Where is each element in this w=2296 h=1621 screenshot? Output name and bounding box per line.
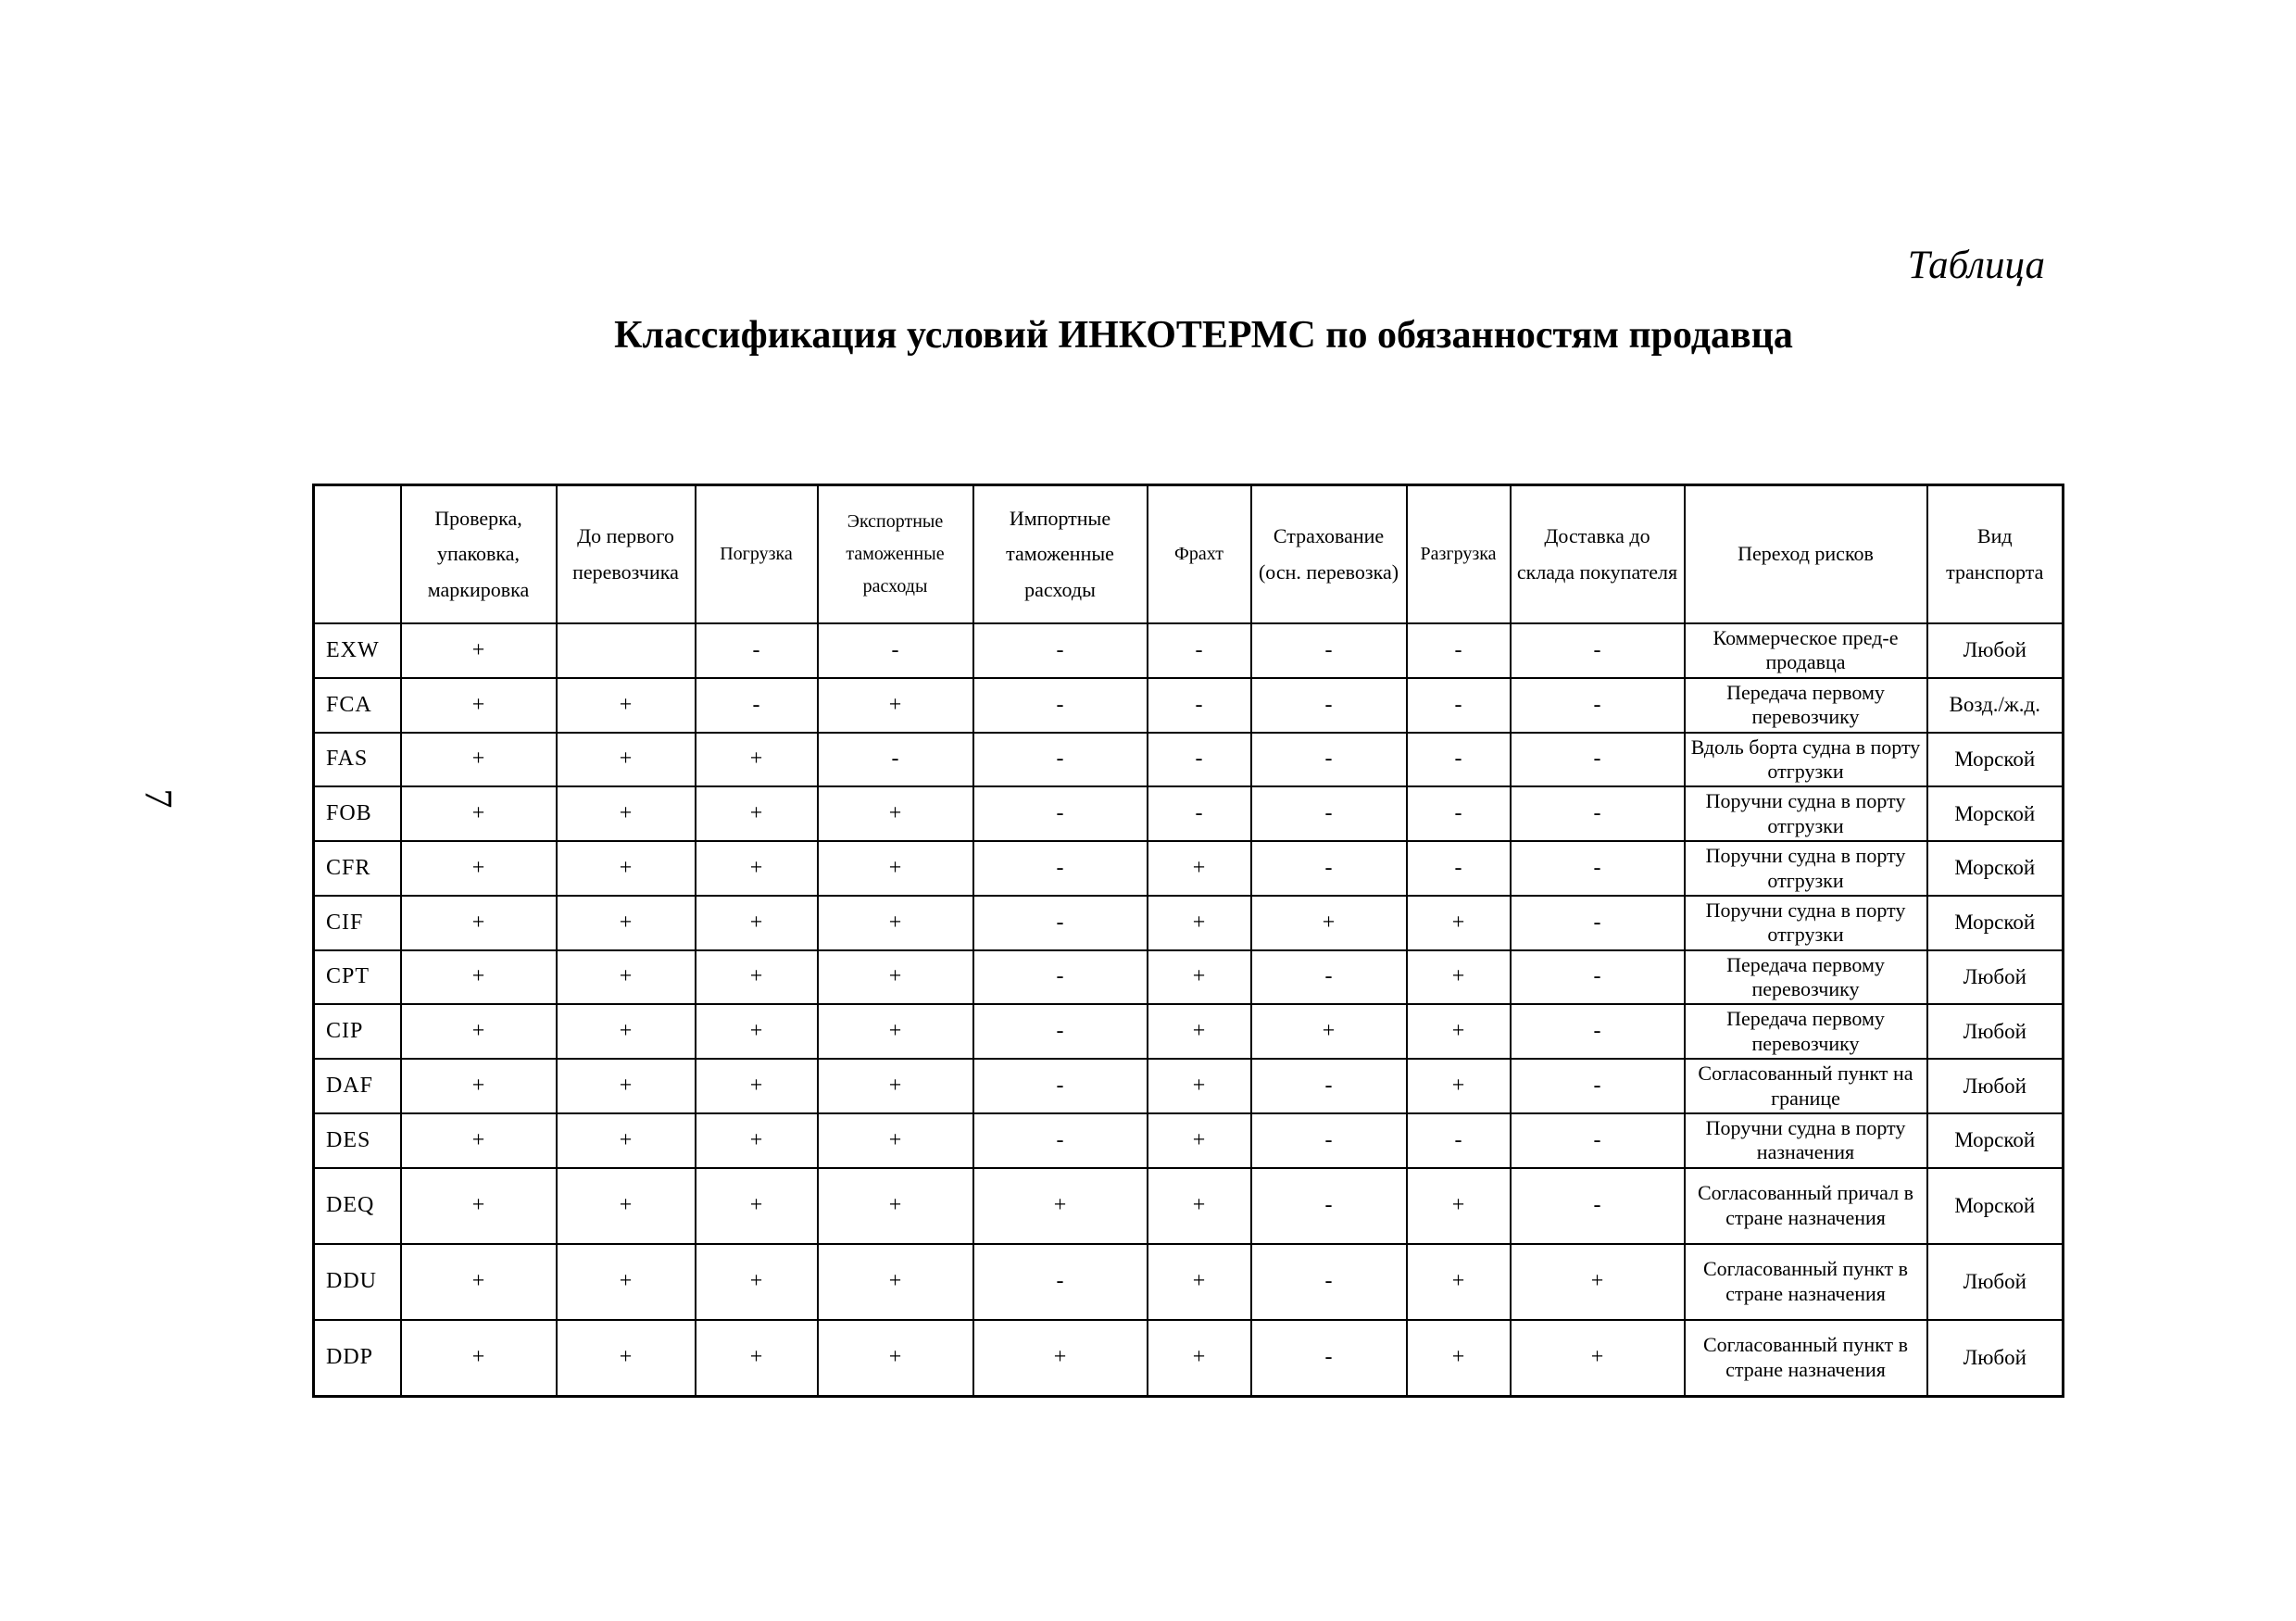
obligation-cell: + xyxy=(401,1168,557,1244)
obligation-cell: + xyxy=(696,1320,818,1397)
header-cell-import-customs: Импортные таможенные расходы xyxy=(973,485,1148,624)
risk-transfer-cell: Согласованный пункт на границе xyxy=(1685,1059,1927,1113)
obligation-cell: - xyxy=(1251,786,1407,841)
header-cell-export-customs: Экспортные таможенные расходы xyxy=(818,485,973,624)
risk-transfer-cell: Передача первому перевозчику xyxy=(1685,1004,1927,1059)
obligation-cell: - xyxy=(1511,1168,1685,1244)
obligation-cell: - xyxy=(1251,1244,1407,1320)
obligation-cell: + xyxy=(557,786,696,841)
obligation-cell: + xyxy=(696,733,818,787)
obligation-cell: + xyxy=(1511,1244,1685,1320)
term-cell: DDP xyxy=(314,1320,401,1397)
obligation-cell: - xyxy=(1148,786,1251,841)
table-label: Таблица xyxy=(1907,244,2045,287)
obligation-cell: + xyxy=(557,678,696,733)
obligation-cell: + xyxy=(696,1059,818,1113)
header-cell-insurance: Страхование (осн. перевозка) xyxy=(1251,485,1407,624)
obligation-cell: - xyxy=(1148,733,1251,787)
obligation-cell: + xyxy=(1407,1168,1511,1244)
obligation-cell: + xyxy=(1148,841,1251,896)
risk-transfer-cell: Поручни судна в порту назначения xyxy=(1685,1113,1927,1168)
obligation-cell: + xyxy=(1407,1244,1511,1320)
obligation-cell: + xyxy=(401,1320,557,1397)
obligation-cell: - xyxy=(973,950,1148,1005)
obligation-cell: - xyxy=(1511,896,1685,950)
obligation-cell: - xyxy=(973,786,1148,841)
obligation-cell: - xyxy=(1251,733,1407,787)
obligation-cell: + xyxy=(1251,1004,1407,1059)
obligation-cell: + xyxy=(401,678,557,733)
transport-mode-cell: Морской xyxy=(1927,786,2064,841)
obligation-cell: - xyxy=(973,1004,1148,1059)
obligation-cell: + xyxy=(557,950,696,1005)
obligation-cell: - xyxy=(818,733,973,787)
obligation-cell: - xyxy=(973,1059,1148,1113)
obligation-cell: - xyxy=(1251,1320,1407,1397)
risk-transfer-cell: Поручни судна в порту отгрузки xyxy=(1685,786,1927,841)
risk-transfer-cell: Передача первому перевозчику xyxy=(1685,678,1927,733)
obligation-cell: + xyxy=(818,896,973,950)
obligation-cell: + xyxy=(401,786,557,841)
obligation-cell: + xyxy=(973,1320,1148,1397)
obligation-cell: - xyxy=(1407,841,1511,896)
term-cell: CIF xyxy=(314,896,401,950)
obligation-cell: - xyxy=(1407,1113,1511,1168)
page-number: 7 xyxy=(136,788,179,809)
obligation-cell: + xyxy=(818,1244,973,1320)
obligation-cell: + xyxy=(696,786,818,841)
table-row xyxy=(314,1113,2064,1168)
obligation-cell: + xyxy=(1148,1244,1251,1320)
obligation-cell: - xyxy=(973,678,1148,733)
table-row xyxy=(314,733,2064,787)
obligation-cell: - xyxy=(1251,1059,1407,1113)
term-cell: CIP xyxy=(314,1004,401,1059)
obligation-cell: + xyxy=(401,1004,557,1059)
obligation-cell: + xyxy=(696,1244,818,1320)
obligation-cell: + xyxy=(818,1059,973,1113)
obligation-cell: - xyxy=(1251,623,1407,678)
obligation-cell: + xyxy=(401,841,557,896)
obligation-cell: + xyxy=(401,1244,557,1320)
obligation-cell: + xyxy=(401,1059,557,1113)
table-row xyxy=(314,950,2064,1005)
transport-mode-cell: Любой xyxy=(1927,1004,2064,1059)
obligation-cell: + xyxy=(818,1320,973,1397)
obligation-cell: + xyxy=(818,1168,973,1244)
transport-mode-cell: Любой xyxy=(1927,623,2064,678)
obligation-cell: + xyxy=(1407,950,1511,1005)
obligation-cell: + xyxy=(557,1244,696,1320)
obligation-cell: - xyxy=(696,678,818,733)
term-cell: CPT xyxy=(314,950,401,1005)
obligation-cell: - xyxy=(973,623,1148,678)
term-cell: FOB xyxy=(314,786,401,841)
risk-transfer-cell: Поручни судна в порту отгрузки xyxy=(1685,896,1927,950)
obligation-cell: + xyxy=(1148,1320,1251,1397)
obligation-cell: - xyxy=(1407,733,1511,787)
risk-transfer-cell: Согласованный причал в стране назначения xyxy=(1685,1168,1927,1244)
obligation-cell: + xyxy=(401,733,557,787)
obligation-cell: - xyxy=(1511,950,1685,1005)
obligation-cell: + xyxy=(401,896,557,950)
incoterms-table xyxy=(312,484,2064,1398)
obligation-cell: + xyxy=(1407,896,1511,950)
header-cell-risk-transfer: Переход рисков xyxy=(1685,485,1927,624)
obligation-cell: + xyxy=(401,950,557,1005)
header-cell-transport-mode: Вид транспорта xyxy=(1927,485,2064,624)
table-row xyxy=(314,1168,2064,1244)
obligation-cell: + xyxy=(696,896,818,950)
header-cell-inspection: Проверка, упаковка, маркировка xyxy=(401,485,557,624)
obligation-cell: - xyxy=(1148,678,1251,733)
table-row xyxy=(314,896,2064,950)
obligation-cell: + xyxy=(1148,950,1251,1005)
obligation-cell: - xyxy=(1407,678,1511,733)
obligation-cell: - xyxy=(1511,786,1685,841)
header-cell-delivery: Доставка до склада покупателя xyxy=(1511,485,1685,624)
obligation-cell: - xyxy=(1511,733,1685,787)
obligation-cell: + xyxy=(1148,1004,1251,1059)
risk-transfer-cell: Передача первому перевозчику xyxy=(1685,950,1927,1005)
obligation-cell: - xyxy=(973,841,1148,896)
obligation-cell: - xyxy=(1511,678,1685,733)
obligation-cell: - xyxy=(696,623,818,678)
obligation-cell: + xyxy=(1511,1320,1685,1397)
obligation-cell: + xyxy=(818,1004,973,1059)
obligation-cell: + xyxy=(696,1168,818,1244)
obligation-cell: - xyxy=(973,896,1148,950)
obligation-cell: + xyxy=(1148,1059,1251,1113)
obligation-cell: + xyxy=(557,1004,696,1059)
obligation-cell: + xyxy=(1407,1004,1511,1059)
obligation-cell: + xyxy=(818,841,973,896)
risk-transfer-cell: Поручни судна в порту отгрузки xyxy=(1685,841,1927,896)
obligation-cell: + xyxy=(557,1320,696,1397)
obligation-cell: - xyxy=(1148,623,1251,678)
obligation-cell: - xyxy=(973,1244,1148,1320)
obligation-cell: + xyxy=(818,678,973,733)
header-cell-first-carrier: До первого перевозчика xyxy=(557,485,696,624)
term-cell: DEQ xyxy=(314,1168,401,1244)
transport-mode-cell: Морской xyxy=(1927,841,2064,896)
transport-mode-cell: Морской xyxy=(1927,1168,2064,1244)
table-title: Классификация условий ИНКОТЕРМС по обязанностям продавца xyxy=(614,314,1793,357)
risk-transfer-cell: Согласованный пункт в стране назначения xyxy=(1685,1244,1927,1320)
transport-mode-cell: Любой xyxy=(1927,950,2064,1005)
obligation-cell: - xyxy=(1251,1168,1407,1244)
obligation-cell: + xyxy=(818,1113,973,1168)
obligation-cell: - xyxy=(1251,950,1407,1005)
obligation-cell: + xyxy=(818,950,973,1005)
obligation-cell xyxy=(557,623,696,678)
obligation-cell: + xyxy=(973,1168,1148,1244)
obligation-cell: + xyxy=(557,841,696,896)
obligation-cell: - xyxy=(1511,841,1685,896)
obligation-cell: + xyxy=(1407,1320,1511,1397)
obligation-cell: + xyxy=(696,1113,818,1168)
obligation-cell: - xyxy=(1407,786,1511,841)
obligation-cell: - xyxy=(1407,623,1511,678)
table-row xyxy=(314,1004,2064,1059)
obligation-cell: - xyxy=(1251,1113,1407,1168)
table-row xyxy=(314,786,2064,841)
obligation-cell: - xyxy=(1511,1113,1685,1168)
obligation-cell: + xyxy=(1251,896,1407,950)
obligation-cell: + xyxy=(1148,1113,1251,1168)
term-cell: CFR xyxy=(314,841,401,896)
obligation-cell: + xyxy=(557,896,696,950)
obligation-cell: - xyxy=(1511,623,1685,678)
term-cell: DAF xyxy=(314,1059,401,1113)
term-cell: EXW xyxy=(314,623,401,678)
obligation-cell: - xyxy=(1251,841,1407,896)
obligation-cell: - xyxy=(973,733,1148,787)
term-cell: FAS xyxy=(314,733,401,787)
obligation-cell: + xyxy=(557,733,696,787)
table-row xyxy=(314,623,2064,678)
table-row xyxy=(314,841,2064,896)
obligation-cell: + xyxy=(557,1113,696,1168)
transport-mode-cell: Морской xyxy=(1927,733,2064,787)
risk-transfer-cell: Согласованный пункт в стране назначения xyxy=(1685,1320,1927,1397)
risk-transfer-cell: Вдоль борта судна в порту отгрузки xyxy=(1685,733,1927,787)
obligation-cell: + xyxy=(1148,1168,1251,1244)
obligation-cell: + xyxy=(1407,1059,1511,1113)
transport-mode-cell: Морской xyxy=(1927,1113,2064,1168)
table-body xyxy=(314,623,2064,1396)
header-cell-term xyxy=(314,485,401,624)
table-row xyxy=(314,1244,2064,1320)
obligation-cell: + xyxy=(557,1059,696,1113)
obligation-cell: - xyxy=(1511,1059,1685,1113)
header-cell-freight: Фрахт xyxy=(1148,485,1251,624)
transport-mode-cell: Морской xyxy=(1927,896,2064,950)
header-row xyxy=(314,485,2064,624)
obligation-cell: + xyxy=(696,1004,818,1059)
risk-transfer-cell: Коммерческое пред-е продавца xyxy=(1685,623,1927,678)
table-row xyxy=(314,678,2064,733)
obligation-cell: + xyxy=(401,1113,557,1168)
term-cell: FCA xyxy=(314,678,401,733)
obligation-cell: - xyxy=(1511,1004,1685,1059)
table-row xyxy=(314,1320,2064,1397)
term-cell: DES xyxy=(314,1113,401,1168)
header-cell-loading: Погрузка xyxy=(696,485,818,624)
transport-mode-cell: Любой xyxy=(1927,1320,2064,1397)
obligation-cell: + xyxy=(696,841,818,896)
term-cell: DDU xyxy=(314,1244,401,1320)
obligation-cell: - xyxy=(818,623,973,678)
obligation-cell: - xyxy=(1251,678,1407,733)
transport-mode-cell: Любой xyxy=(1927,1059,2064,1113)
table-row xyxy=(314,1059,2064,1113)
header-cell-unloading: Разгрузка xyxy=(1407,485,1511,624)
obligation-cell: + xyxy=(401,623,557,678)
obligation-cell: + xyxy=(696,950,818,1005)
obligation-cell: + xyxy=(557,1168,696,1244)
obligation-cell: - xyxy=(973,1113,1148,1168)
obligation-cell: + xyxy=(1148,896,1251,950)
transport-mode-cell: Возд./ж.д. xyxy=(1927,678,2064,733)
transport-mode-cell: Любой xyxy=(1927,1244,2064,1320)
obligation-cell: + xyxy=(818,786,973,841)
